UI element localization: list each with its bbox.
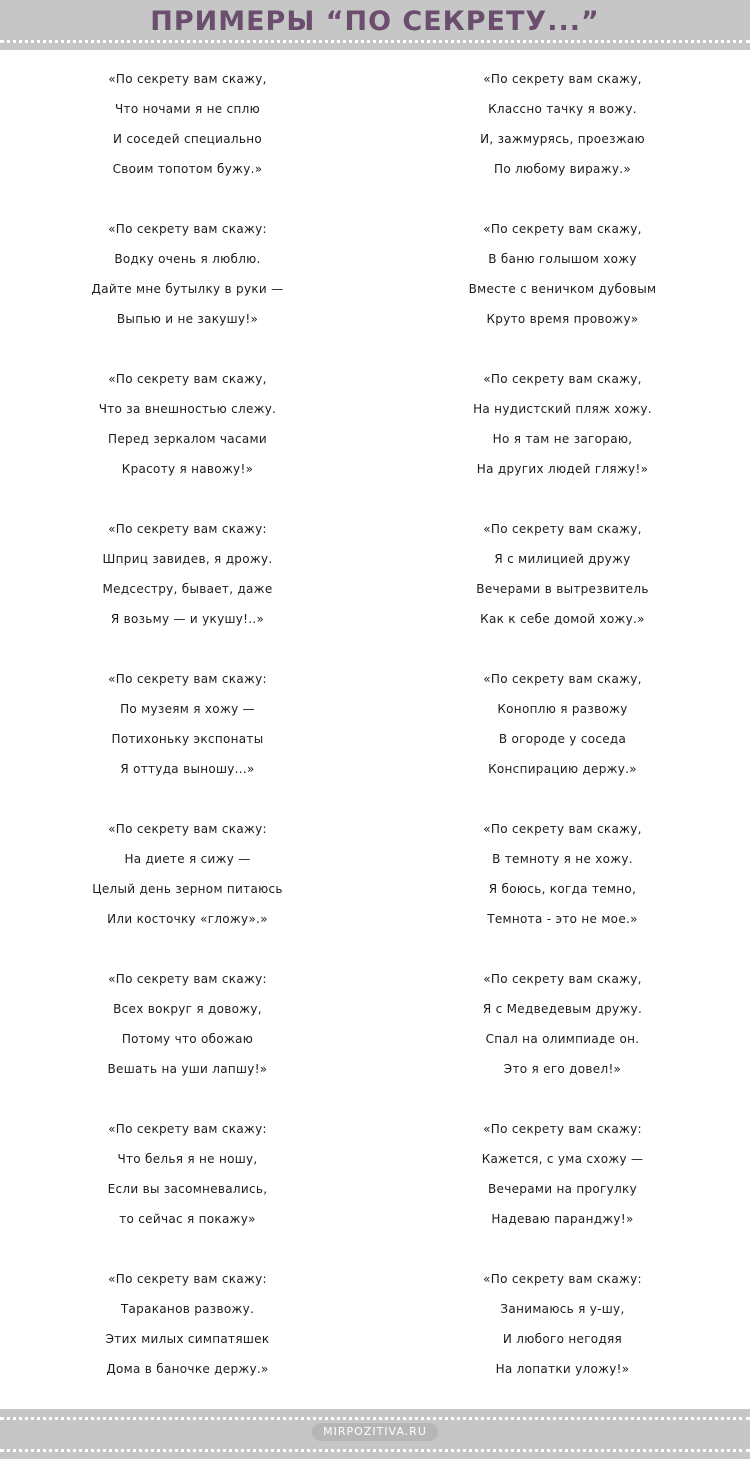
verse xyxy=(0,1114,375,1264)
verse-line: «По секрету вам скажу: xyxy=(108,672,267,686)
verse-line: «По секрету вам скажу, xyxy=(483,972,642,986)
verse-line: Этих милых симпатяшек xyxy=(105,1332,270,1346)
verse-line: «По секрету вам скажу, xyxy=(108,72,267,86)
verse-line: Я возьму — и укушу!..» xyxy=(110,612,265,626)
verse-line: Но я там не загораю, xyxy=(492,432,633,446)
verse-line: Если вы засомневались, xyxy=(107,1182,268,1196)
right-column xyxy=(375,64,750,1414)
verse-line: «По секрету вам скажу: xyxy=(108,822,267,836)
verse-line: «По секрету вам скажу, xyxy=(483,672,642,686)
verse-line: Темнота - это не мое.» xyxy=(487,912,638,926)
verse-line: Занимаюсь я у-шу, xyxy=(500,1302,625,1316)
verse-line: Вечерами на прогулку xyxy=(488,1182,637,1196)
verse-line: «По секрету вам скажу: xyxy=(108,1272,267,1286)
verse-line: Я оттуда выношу...» xyxy=(120,762,255,776)
verse-line: Я боюсь, когда темно, xyxy=(488,882,637,896)
verse xyxy=(375,1264,750,1414)
verse-line: Тараканов развожу. xyxy=(120,1302,255,1316)
verse-line: «По секрету вам скажу, xyxy=(483,222,642,236)
verse-line: Вешать на уши лапшу!» xyxy=(107,1062,268,1076)
verse-line: Дайте мне бутылку в руки — xyxy=(91,282,284,296)
verse-line: На диете я сижу — xyxy=(124,852,251,866)
verse xyxy=(0,664,375,814)
verse-line: Коноплю я развожу xyxy=(497,702,628,716)
verse-line: «По секрету вам скажу: xyxy=(483,1122,642,1136)
verse-line: И соседей специально xyxy=(112,132,263,146)
verse xyxy=(375,514,750,664)
stitch-divider xyxy=(0,1449,750,1452)
verse-line: Выпью и не закушу!» xyxy=(116,312,259,326)
verse-line: Медсестру, бывает, даже xyxy=(102,582,273,596)
verse-line: Красоту я навожу!» xyxy=(121,462,254,476)
verse xyxy=(375,214,750,364)
verse-line: Это я его довел!» xyxy=(503,1062,622,1076)
page-title: ПРИМЕРЫ “ПО СЕКРЕТУ...” xyxy=(150,6,600,37)
verse-line: «По секрету вам скажу: xyxy=(108,1122,267,1136)
verse xyxy=(0,364,375,514)
verse-line: «По секрету вам скажу: xyxy=(108,222,267,236)
verse-line: Вечерами в вытрезвитель xyxy=(476,582,649,596)
verse-line: По любому виражу.» xyxy=(494,162,631,176)
stitch-divider xyxy=(0,40,750,43)
verse-line: «По секрету вам скажу: xyxy=(108,972,267,986)
verse-line: Я с Медведевым дружу. xyxy=(482,1002,643,1016)
verse xyxy=(0,814,375,964)
verse-line: Перед зеркалом часами xyxy=(108,432,267,446)
verse-line: Я с милицией дружу xyxy=(494,552,631,566)
verse-line: В темноту я не хожу. xyxy=(492,852,633,866)
verse-line: Круто время провожу» xyxy=(486,312,639,326)
verse-line: Что белья я не ношу, xyxy=(117,1152,258,1166)
verse-line: Кажется, с ума схожу — xyxy=(481,1152,644,1166)
verse-line: Спал на олимпиаде он. xyxy=(485,1032,640,1046)
verse-line: На других людей гляжу!» xyxy=(476,462,649,476)
verse xyxy=(0,964,375,1114)
header-band xyxy=(0,0,750,50)
verse-line: «По секрету вам скажу, xyxy=(108,372,267,386)
verse-line: Конспирацию держу.» xyxy=(488,762,637,776)
verse-line: Потихоньку экспонаты xyxy=(111,732,264,746)
verse-line: то сейчас я покажу» xyxy=(119,1212,256,1226)
verse xyxy=(0,214,375,364)
verse xyxy=(0,1264,375,1414)
verse xyxy=(375,1114,750,1264)
verse-line: На нудистский пляж хожу. xyxy=(473,402,652,416)
verse-line: На лопатки уложу!» xyxy=(495,1362,630,1376)
verse-line: И, зажмурясь, проезжаю xyxy=(480,132,645,146)
left-column xyxy=(0,64,375,1414)
verse-line: По музеям я хожу — xyxy=(120,702,255,716)
verse-line: «По секрету вам скажу, xyxy=(483,522,642,536)
verse-line: Целый день зерном питаюсь xyxy=(92,882,283,896)
verse-line: В баню голышом хожу xyxy=(488,252,637,266)
verse-line: «По секрету вам скажу, xyxy=(483,72,642,86)
verse-line: Или косточку «гложу».» xyxy=(107,912,268,926)
verse-line: Водку очень я люблю. xyxy=(114,252,261,266)
verse-line: «По секрету вам скажу, xyxy=(483,822,642,836)
verse xyxy=(375,814,750,964)
verse-line: В огороде у соседа xyxy=(498,732,627,746)
verse-line: «По секрету вам скажу: xyxy=(483,1272,642,1286)
verse xyxy=(375,364,750,514)
verse xyxy=(0,64,375,214)
site-logo: MIRPOZITIVA.RU xyxy=(312,1423,438,1441)
verse-line: Что ночами я не сплю xyxy=(115,102,260,116)
verse-line: Всех вокруг я довожу, xyxy=(113,1002,262,1016)
verse-line: Шприц завидев, я дрожу. xyxy=(102,552,273,566)
verse-line: Вместе с веничком дубовым xyxy=(468,282,657,296)
verse-line: «По секрету вам скажу: xyxy=(108,522,267,536)
verse xyxy=(0,514,375,664)
verse-line: Что за внешностью слежу. xyxy=(98,402,277,416)
verse-line: Классно тачку я вожу. xyxy=(488,102,637,116)
footer-band xyxy=(0,1409,750,1459)
verse-line: Надеваю паранджу!» xyxy=(491,1212,634,1226)
verse xyxy=(375,64,750,214)
verse-line: Потому что обожаю xyxy=(121,1032,254,1046)
verse-line: Своим топотом бужу.» xyxy=(112,162,263,176)
verse xyxy=(375,664,750,814)
verse-line: И любого негодяя xyxy=(502,1332,623,1346)
verse-line: Дома в баночке держу.» xyxy=(106,1362,269,1376)
verse-line: Как к себе домой хожу.» xyxy=(480,612,645,626)
verse xyxy=(375,964,750,1114)
stitch-divider xyxy=(0,1417,750,1420)
verse-line: «По секрету вам скажу, xyxy=(483,372,642,386)
